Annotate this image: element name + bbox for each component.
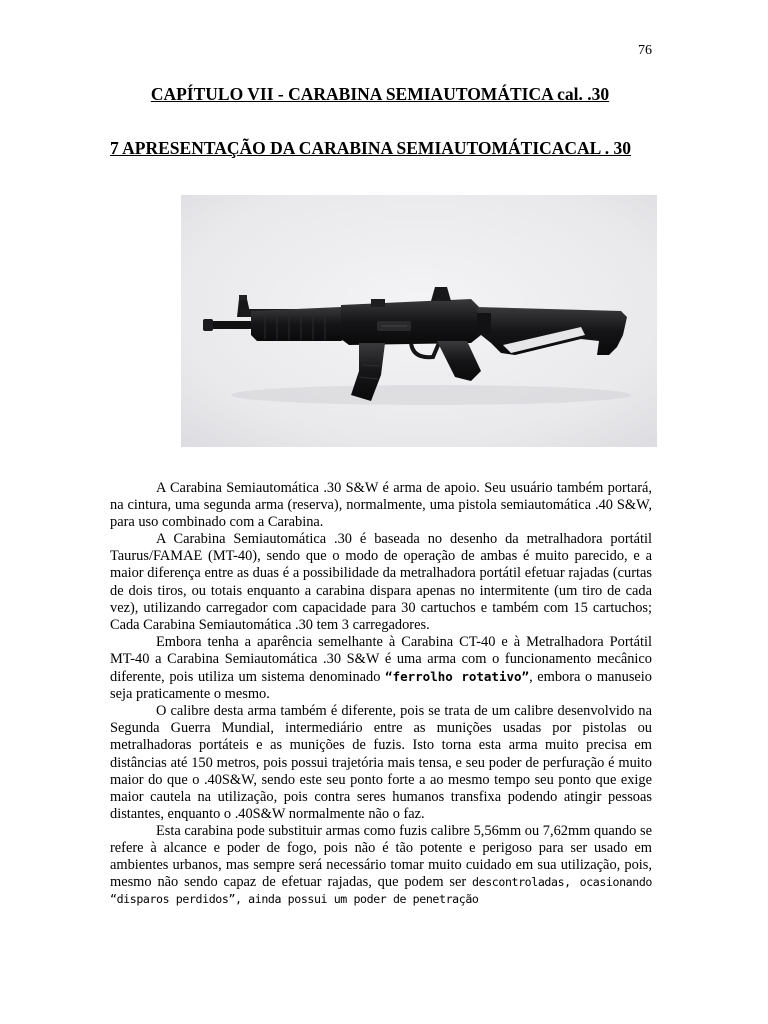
paragraph: A Carabina Semiautomática .30 é baseada no desenho da metralhadora portátil Taurus/FAMAE (MT-40), sendo que o modo de operação de ambas é muito parecido, e a maior diferença entre as duas é a possibilidade da metralhadora portátil efetuar rajadas (curtas de dois tiros, ou totais enquanto a carabina dispara apenas no intermitente (um tiro de cada vez), utilizando carregador com capacidade para 30 cartuchos e também com 15 cartuchos; Cada Carabina Semiautomática .30 tem 3 carregadores.	[110, 531, 652, 633]
emphasized-term: “ferrolho rotativo”	[385, 669, 530, 685]
paragraph-text: Esta carabina pode substituir armas como fuzis calibre 5,56mm ou 7,62mm quando se refere à alcance e poder de fogo, pois não é tão potente e perigoso para ser usado em ambientes urbanos, mas sempre será necessário tomar muito cuidado em sua utilização, pois, mesmo não sendo capaz de efetuar rajadas, que podem ser	[110, 822, 652, 891]
paragraph	[110, 634, 652, 703]
receiver-shape	[341, 299, 481, 345]
body-text	[110, 480, 652, 908]
paragraph-tail: descontroladas, ocasionando “disparos perdidos”, ainda possui um poder de penetração	[110, 875, 652, 907]
chapter-title: CAPÍTULO VII - CARABINA SEMIAUTOMÁTICA cal. .30	[150, 84, 610, 104]
carbine-photo	[181, 195, 657, 447]
paragraph	[110, 823, 652, 908]
paragraph-text: , embora o manuseio seja praticamente o mesmo.	[110, 669, 652, 703]
paragraph: O calibre desta arma também é diferente, pois se trata de um calibre desenvolvido na Segunda Guerra Mundial, intermediário entre as munições usadas por pistolas ou metralhadoras portáteis e as munições de fuzis. Isto torna esta arma muito precisa em distâncias até 150 metros, pois possui trajetória mais tensa, e seu poder de perfuração é muito maior do que o .40S&W, sendo este seu ponto forte a ao mesmo tempo seu ponto que exige maior cautela na utilização, pois contra seres humanos transfixa podendo atingir pessoas distantes, enquanto o .40S&W normalmente não o faz.	[110, 703, 652, 822]
page-number: 76	[638, 43, 652, 58]
handguard-shape	[251, 307, 349, 341]
paragraph-text: Embora tenha a aparência semelhante à Carabina CT-40 e à Metralhadora Portátil MT-40 a Carabina Semiautomática .30 S&W é uma arma com o funcionamento mecânico diferente, pois utiliza um sistema denominado	[110, 633, 652, 686]
paragraph: A Carabina Semiautomática .30 S&W é arma de apoio. Seu usuário também portará, na cintura, uma segunda arma (reserva), normalmente, uma pistola semiautomática .40 S&W, para uso combinado com a Carabina.	[110, 480, 652, 531]
section-title: 7 APRESENTAÇÃO DA CARABINA SEMIAUTOMÁTICACAL . 30	[110, 138, 632, 158]
